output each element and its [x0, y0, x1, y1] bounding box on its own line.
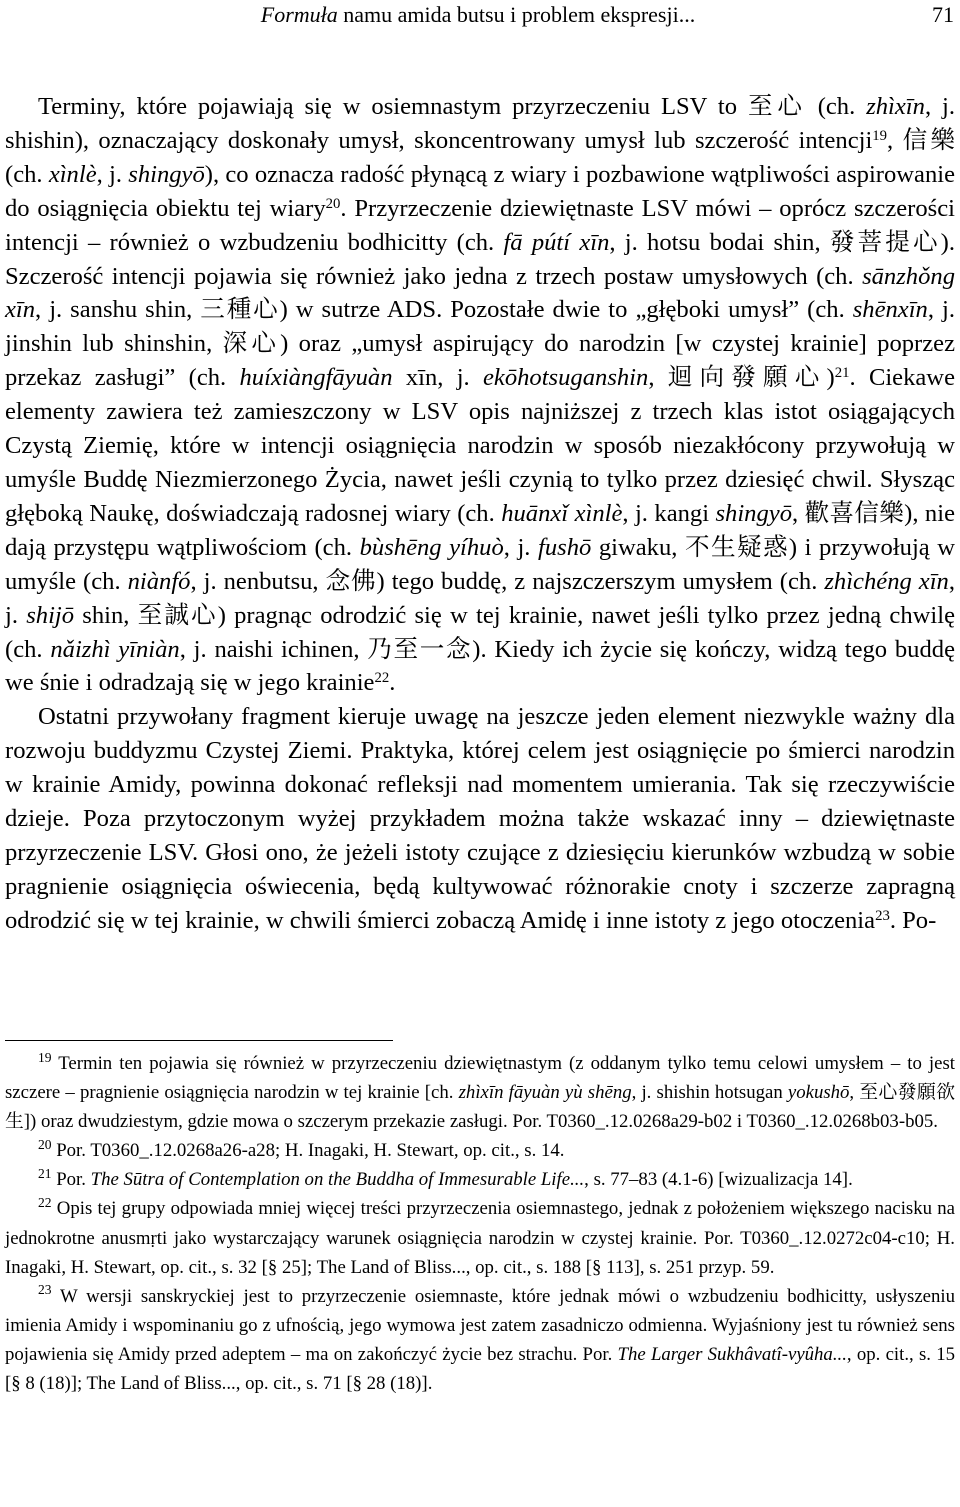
footnote-22	[5, 1194, 955, 1281]
text-run: , j. hotsu bodai shin, 發菩提心). Szczerość intencji pojawia się również jako jedna z trzech postaw umysłowych (ch.	[5, 228, 955, 290]
footnote-separator	[5, 1040, 393, 1041]
page-number: 71	[932, 2, 954, 27]
text-run: , j.	[96, 160, 129, 188]
italic-term: niànfó	[127, 567, 191, 595]
italic-term: shingyō	[128, 160, 205, 188]
italic-term: bùshēng yíhuò	[359, 533, 504, 561]
footnote-ref: 22	[374, 670, 390, 687]
italic-title: The Sūtra of Contemplation on the Buddha of Immesurable Life...	[90, 1169, 585, 1191]
text-run: . Po-	[889, 906, 937, 934]
running-head-italic: Formuła	[260, 2, 338, 27]
text-run: , j. kangi	[622, 499, 716, 527]
text-run: , j. naishi ichinen, 乃至一念). Kiedy ich życie się kończy, widzą tego buddę we śnie i odradzają się w jego krainie	[5, 635, 955, 697]
footnote-19	[5, 1049, 955, 1136]
footnote-ref: 19	[872, 127, 888, 144]
text-run: Por.	[51, 1169, 91, 1191]
text-run: , s. 77–83 (4.1-6) [wizualizacja 14].	[584, 1169, 853, 1191]
italic-term: zhìxīn	[866, 93, 925, 120]
text-run: Terminy, które pojawiają się w osiemnastym przyrzeczeniu LSV to 至心 (ch.	[38, 93, 867, 120]
italic-term: yokushō	[787, 1082, 850, 1104]
italic-term: nǎizhì yīniàn	[50, 635, 180, 663]
footnote-number: 23	[38, 1282, 52, 1298]
footnote-ref: 21	[834, 365, 850, 382]
text-run: Termin ten pojawia się również w przyrzeczeniu dziewiętnastym (z oddanym tylko temu celowi umysłem – to jest szczere – pragnienie osiągnięcia narodzin w tej krainie [ch.	[5, 1053, 955, 1104]
footnote-ref: 23	[875, 907, 890, 924]
italic-term: zhìxīn fāyuàn yù shēng	[458, 1082, 632, 1104]
text-run: , 歡喜信樂), nie dają przystępu wątpliwościom (ch.	[5, 499, 955, 561]
text-run: , j. jinshin lub shinshin, 深心) oraz „umysł aspirujący do narodzin [w czystej krainie] poprzez przekaz zasługi” (ch.	[5, 296, 955, 392]
italic-term: shēnxīn	[852, 296, 928, 324]
footnote-number: 19	[38, 1049, 52, 1065]
text-run: , 信樂 (ch.	[5, 126, 955, 188]
text-run: W wersji sanskryckiej jest to przyrzeczenie osiemnaste, które jednak mówi o wzbudzeniu bodhicitty, usłyszeniu imienia Amidy i wspominaniu go z ufnością, jego wymowa jest zatem zasadniczo odmienna. Wyjaśniony jest tu również sens pojawienia się Amidy przed adeptem – ma on zakończyć życie bez strachu. Por.	[5, 1285, 955, 1365]
text-run: . Ciekawe elementy zawiera też zamieszczony w LSV opis najniższej z trzech klas istot osiągających Czystą Ziemię, które w intencji osiągnięcia narodzin w sposób niezakłócony przywołują w umyśle Buddę Niezmierzonego Życia, nawet jeśli czynią to tylko przez dziesięć chwil. Słysząc głęboką Naukę, doświadczają radosnej wiary (ch.	[5, 364, 955, 527]
footnote-number: 21	[38, 1165, 52, 1181]
running-head	[238, 2, 718, 28]
italic-term: ekōhotsuganshin	[483, 364, 649, 392]
main-text	[5, 90, 955, 938]
footnote-ref: 20	[325, 195, 341, 212]
italic-term: fā pútí xīn	[503, 228, 610, 256]
text-run: xīn, j.	[392, 364, 483, 392]
footnote-20	[5, 1136, 955, 1165]
italic-term: xìnlè	[48, 160, 97, 188]
text-run: , 迴向發願心)	[648, 364, 835, 392]
italic-term: huíxiàngfāyuàn	[239, 364, 393, 392]
text-run: giwaku, 不生疑惑) i przywołują w umyśle (ch.	[5, 533, 956, 595]
text-run: , j. shishin), oznaczający doskonały umysł, skoncentrowany umysł lub szczerość intencji	[5, 93, 956, 154]
italic-term: zhìchéng xīn	[824, 567, 949, 595]
italic-term: shingyō	[715, 499, 792, 527]
text-run: , 至心發願欲生]) oraz dwudziestym, gdzie mowa o szczerym przekazie zasługi. Por. T0360_.12.0268a29-b02 i T0360_.12.0268b03-b05.	[5, 1082, 956, 1133]
footnote-number: 20	[38, 1136, 52, 1152]
paragraph-2	[5, 700, 955, 937]
italic-term: fushō	[538, 533, 592, 561]
text-run: . Przyrzeczenie dziewiętnaste LSV mówi – oprócz szczerości intencji – również o wzbudzeniu bodhicitty (ch.	[5, 194, 955, 256]
italic-term: sānzhǒng xīn	[5, 262, 955, 324]
footnote-23	[5, 1282, 955, 1398]
text-run: , j. nenbutsu, 念佛) tego buddę, z najszczerszym umysłem (ch.	[190, 567, 825, 595]
paragraph-1	[5, 90, 955, 700]
text-run: Por. T0360_.12.0268a26-a28; H. Inagaki, H. Stewart, op. cit., s. 14.	[51, 1140, 565, 1162]
text-run: Opis tej grupy odpowiada mniej więcej treści przyrzeczenia osiemnastego, jednak z położeniem większego nacisku na jednokrotne anusmṛti jako wystarczający warunek osiągnięcia narodzin w czystej krainie. Por. T0360_.12.0272c04-c10; H. Inagaki, H. Stewart, op. cit., s. 32 [§ 25]; The Land of Bliss..., op. cit., s. 188 [§ 113], s. 251 przyp. 59.	[5, 1198, 955, 1278]
running-head-text: namu amida butsu i problem ekspresji...	[337, 2, 696, 27]
text-run: , j.	[503, 533, 539, 561]
text-run: .	[389, 669, 396, 697]
text-run: , j. shishin hotsugan	[631, 1082, 788, 1104]
italic-title: The Larger Sukhâvatî-vyûha...	[617, 1343, 847, 1365]
footnotes	[5, 1049, 955, 1398]
text-run: shin, 至誠心) pragnąc odrodzić się w tej krainie, nawet jeśli tylko przez jedną chwilę (ch.	[5, 601, 955, 663]
text-run: Ostatni przywołany fragment kieruje uwagę na jeszcze jeden element niezwykle ważny dla rozwoju buddyzmu Czystej Ziemi. Praktyka, której celem jest osiągnięcie po śmierci narodzin w krainie Amidy, powinna dokonać refleksji nad momentem umierania. Tak się rzeczywiście dzieje. Poza przytoczonym wyżej przykładem można także wskazać inny – dziewiętnaste przyrzeczenie LSV. Głosi ono, że jeżeli istoty czujące z dziesięciu kierunków wzbudzą w sobie pragnienie osiągnięcia oświecenia, będą kultywować różnorakie cnoty i szczerze zapragną odrodzić się w tej krainie, w chwili śmierci zobaczą Amidę i inne istoty z jego otoczenia	[5, 703, 955, 934]
footnote-number: 22	[38, 1195, 52, 1211]
text-run: , op. cit., s. 15 [§ 8 (18)]; The Land of Bliss..., op. cit., s. 71 [§ 28 (18)].	[5, 1343, 955, 1395]
italic-term: shijō	[26, 601, 75, 629]
italic-term: huānxǐ xìnlè	[501, 499, 623, 527]
text-run: , j.	[5, 567, 955, 629]
text-run: , j. sanshu shin, 三種心) w sutrze ADS. Pozostałe dwie to „głęboki umysł” (ch.	[35, 296, 853, 324]
footnote-21	[5, 1165, 955, 1194]
text-run: ), co oznacza radość płynącą z wiary i pozbawione wątpliwości aspirowanie do osiągnięcia obiektu tej wiary	[5, 160, 955, 222]
